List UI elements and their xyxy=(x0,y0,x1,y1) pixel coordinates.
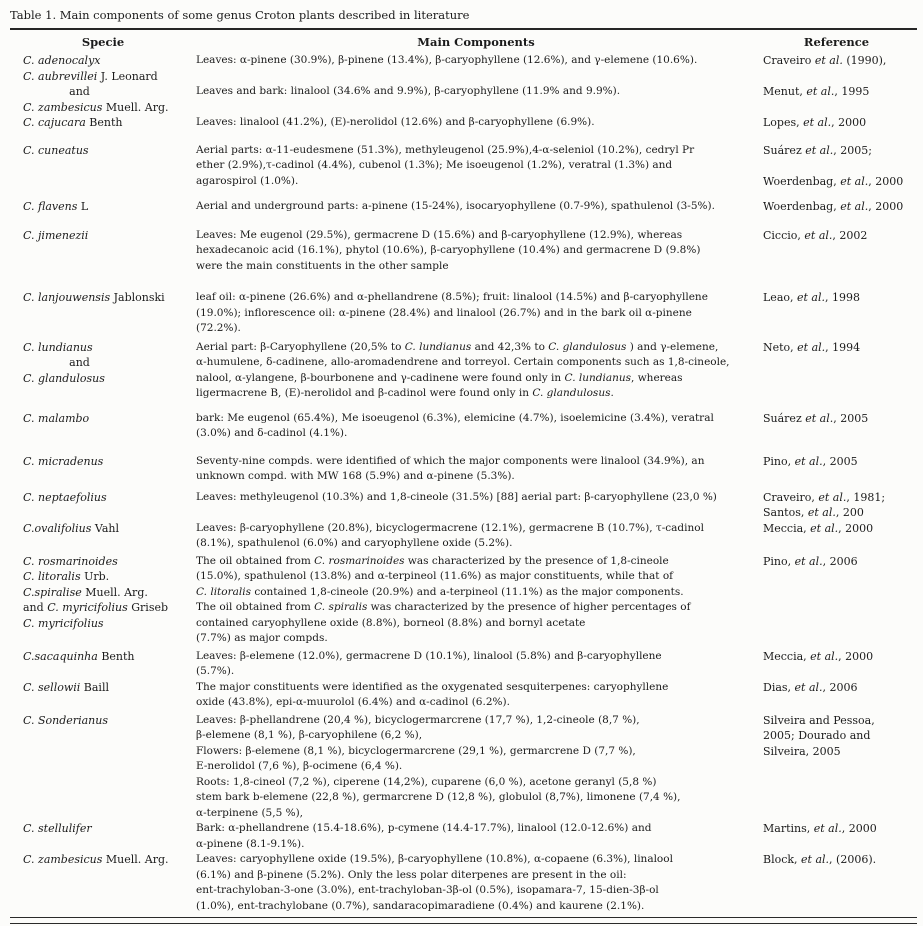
text-line: α-pinene (8.1-9.1%). xyxy=(196,837,305,850)
text-line: Leaves: linalool (41.2%), (E)-nerolidol (12.6%) and β-caryophyllene (6.9%). xyxy=(196,116,595,128)
components-cell xyxy=(196,821,756,852)
specie-cell xyxy=(10,143,196,190)
table-row xyxy=(10,852,917,914)
text-line: Menut, et al., 1995 xyxy=(763,85,870,98)
components-cell xyxy=(196,290,756,337)
table-row xyxy=(10,454,917,485)
reference-cell xyxy=(756,649,917,680)
text-line: Leaves: caryophyllene oxide (19.5%), β-caryophyllene (10.8%), α-copaene (6.3%), linalool xyxy=(196,853,673,865)
specie-cell xyxy=(10,290,196,337)
text-line: Leaves: β-elemene (12.0%), germacrene D (10.1%), linalool (5.8%) and β-caryophyllene xyxy=(196,649,662,662)
text-line: Santos, et al., 200 xyxy=(763,506,864,519)
text-line: Craveiro et al. (1990), xyxy=(763,54,887,67)
reference-cell xyxy=(756,69,917,116)
text-line: Flowers: β-elemene (8,1 %), bicyclogermarcrene (29,1 %), germarcrene D (7,7 %), xyxy=(196,744,636,757)
specie-cell xyxy=(10,199,196,215)
text-line: C. rosmarinoides xyxy=(23,554,118,568)
text-line: E-nerolidol (7,6 %), β-ocimene (6,4 %). xyxy=(196,760,403,772)
text-line: Lopes, et al., 2000 xyxy=(763,116,867,129)
text-line: oxide (43.8%), epi-α-muurolol (6.4%) and α-cadinol (6.2%). xyxy=(196,696,510,708)
text-line: C. glandulosus xyxy=(23,371,105,385)
text-line: Leaves: β-phellandrene (20,4 %), bicyclogermarcrene (17,7 %), 1,2-cineole (8,7 %), xyxy=(196,713,640,726)
bottom-rule xyxy=(10,917,917,924)
text-line: α-terpinene (5,5 %), xyxy=(196,806,304,819)
text-line: nalool, α-ylangene, β-bourbonene and γ-cadinene were found only in C. lundianus, whereas xyxy=(196,371,683,384)
reference-cell xyxy=(756,713,917,822)
text-line: α-humulene, δ-cadinene, allo-aromadendrene and torreyol. Certain components such as 1,8-cineole, xyxy=(196,356,730,368)
components-cell xyxy=(196,69,756,116)
reference-cell xyxy=(756,115,917,131)
text-line: (3.0%) and δ-cadinol (4.1%). xyxy=(196,427,348,439)
components-cell xyxy=(196,454,756,485)
text-line: Pino, et al., 2006 xyxy=(763,554,858,568)
text-line: C. myricifolius xyxy=(23,616,104,630)
specie-cell xyxy=(10,411,196,442)
text-line: C.sacaquinha Benth xyxy=(23,649,135,663)
specie-cell xyxy=(10,340,196,402)
column-header-reference: Reference xyxy=(803,35,870,49)
text-line: C. lundianus xyxy=(23,340,93,354)
text-line: The oil obtained from C. rosmarinoides was characterized by the presence of 1,8-cineole xyxy=(196,554,669,567)
text-line: Silveira and Pessoa, xyxy=(763,713,875,727)
text-line: ether (2.9%),τ-cadinol (4.4%), cubenol (1.3%); Me isoeugenol (1.2%), veratral (1.3%) and xyxy=(196,159,673,171)
specie-cell xyxy=(10,713,196,822)
text-line: C. litoralis Urb. xyxy=(23,570,110,583)
components-cell xyxy=(196,649,756,680)
text-line: Meccia, et al., 2000 xyxy=(763,649,874,663)
text-line: Woerdenbag, et al., 2000 xyxy=(763,200,904,213)
components-cell xyxy=(196,411,756,442)
specie-cell xyxy=(10,228,196,275)
table-row xyxy=(10,680,917,711)
text-line: Leaves and bark: linalool (34.6% and 9.9%), β-caryophyllene (11.9% and 9.9%). xyxy=(196,85,621,97)
table-row xyxy=(10,115,917,131)
components-cell xyxy=(196,115,756,131)
specie-cell xyxy=(10,53,196,69)
text-line: C. malambo xyxy=(23,411,90,425)
components-cell xyxy=(196,680,756,711)
text-line: C. aubrevillei J. Leonard xyxy=(23,69,158,83)
text-line xyxy=(196,69,756,85)
text-line: C. sellowii Baill xyxy=(23,680,109,694)
text-line: were the main constituents in the other sample xyxy=(196,259,449,272)
table-caption: Table 1. Main components of some genus Croton plants described in literature xyxy=(10,8,470,22)
text-line: (7.7%) as major compds. xyxy=(196,632,328,644)
specie-cell xyxy=(10,649,196,680)
text-line: Aerial and underground parts: a-pinene (15-24%), isocaryophyllene (0.7-9%), spathulenol (3-5%). xyxy=(196,200,715,212)
text-line: C. adenocalyx xyxy=(23,54,101,67)
reference-cell xyxy=(756,521,917,552)
table-row xyxy=(10,649,917,680)
components-cell xyxy=(196,199,756,215)
components-cell xyxy=(196,521,756,552)
components-cell xyxy=(196,228,756,275)
reference-cell xyxy=(756,821,917,852)
text-line: leaf oil: α-pinene (26.6%) and α-phellandrene (8.5%); fruit: linalool (14.5%) and β-caryophyllene xyxy=(196,291,708,303)
text-line: (19.0%); inflorescence oil: α-pinene (28.4%) and linalool (26.7%) and in the bark oil α-pinene xyxy=(196,306,692,319)
reference-cell xyxy=(756,340,917,402)
reference-cell xyxy=(756,143,917,190)
text-line: C. zambesicus Muell. Arg. xyxy=(23,100,169,114)
text-line: Suárez et al., 2005 xyxy=(763,411,869,425)
text-line: C. Sonderianus xyxy=(23,713,108,727)
text-line: contained caryophyllene oxide (8.8%), borneol (8.8%) and bornyl acetate xyxy=(196,616,586,629)
text-line: C. lanjouwensis Jablonski xyxy=(23,291,165,304)
text-line xyxy=(763,158,917,174)
text-line: C. cuneatus xyxy=(23,143,89,157)
table-row xyxy=(10,340,917,402)
text-line: C.spiralise Muell. Arg. xyxy=(23,585,148,599)
text-line: The oil obtained from C. spiralis was characterized by the presence of higher percentages of xyxy=(196,601,691,613)
table-row xyxy=(10,290,917,337)
text-line: (6.1%) and β-pinene (5.2%). Only the less polar diterpenes are present in the oil: xyxy=(196,868,627,881)
components-cell xyxy=(196,852,756,914)
text-line: Ciccio, et al., 2002 xyxy=(763,228,868,242)
specie-cell xyxy=(10,521,196,552)
text-line: Aerial parts: α-11-eudesmene (51.3%), methyleugenol (25.9%),4-α-seleniol (10.2%), cedryl Pr xyxy=(196,143,695,156)
table-row xyxy=(10,53,917,69)
table-row xyxy=(10,199,917,215)
reference-cell xyxy=(756,411,917,442)
text-line: agarospirol (1.0%). xyxy=(196,174,299,187)
table-row xyxy=(10,411,917,442)
table-row xyxy=(10,69,917,116)
text-line: The major constituents were identified as the oxygenated sesquiterpenes: caryophyllene xyxy=(196,680,669,693)
text-line: Meccia, et al., 2000 xyxy=(763,521,874,535)
text-line: Suárez et al., 2005; xyxy=(763,143,872,157)
text-line: Aerial part: β-Caryophyllene (20,5% to C. lundianus and 42,3% to C. glandulosus ) and γ-elemene, xyxy=(196,340,719,353)
text-line: C. flavens L xyxy=(23,200,89,213)
text-line: and xyxy=(69,356,90,369)
text-line: C. cajucara Benth xyxy=(23,116,123,129)
text-line: Leaves: β-caryophyllene (20.8%), bicyclogermacrene (12.1%), germacrene B (10.7%), τ-cadinol xyxy=(196,521,704,534)
specie-cell xyxy=(10,821,196,852)
table-row xyxy=(10,490,917,521)
specie-cell xyxy=(10,852,196,914)
reference-cell xyxy=(756,290,917,337)
components-cell xyxy=(196,53,756,69)
text-line: Woerdenbag, et al., 2000 xyxy=(763,174,904,188)
text-line: Leaves: α-pinene (30.9%), β-pinene (13.4%), β-caryophyllene (12.6%), and γ-elemene (10.6%). xyxy=(196,54,698,66)
text-line: Leaves: methyleugenol (10.3%) and 1,8-cineole (31.5%) [88] aerial part: β-caryophyllene (23,0 %) xyxy=(196,490,717,503)
text-line: C. neptaefolius xyxy=(23,490,107,504)
text-line: Neto, et al., 1994 xyxy=(763,340,861,354)
reference-cell xyxy=(756,852,917,914)
text-line xyxy=(763,69,917,85)
text-line: and C. myricifolius Griseb xyxy=(23,601,169,614)
specie-cell xyxy=(10,554,196,647)
reference-cell xyxy=(756,554,917,647)
text-line: (1.0%), ent-trachylobane (0.7%), sandaracopimaradiene (0.4%) and kaurene (2.1%). xyxy=(196,899,645,912)
table-row xyxy=(10,228,917,275)
text-line: Block, et al., (2006). xyxy=(763,853,877,866)
reference-cell xyxy=(756,228,917,275)
text-line: Dias, et al., 2006 xyxy=(763,680,858,694)
text-line: Silveira, 2005 xyxy=(763,744,841,758)
text-line: bark: Me eugenol (65.4%), Me isoeugenol (6.3%), elemicine (4.7%), isoelemicine (3.4%), veratral xyxy=(196,411,714,424)
text-line: ligermacrene B, (E)-nerolidol and β-cadinol were found only in C. glandulosus. xyxy=(196,387,614,399)
reference-cell xyxy=(756,454,917,485)
text-line: Bark: α-phellandrene (15.4-18.6%), p-cymene (14.4-17.7%), linalool (12.0-12.6%) and xyxy=(196,822,652,834)
text-line: 2005; Dourado and xyxy=(763,729,871,742)
text-line: C. stellulifer xyxy=(23,822,92,835)
table-row xyxy=(10,521,917,552)
text-line: Leao, et al., 1998 xyxy=(763,291,860,304)
reference-cell xyxy=(756,53,917,69)
components-cell xyxy=(196,554,756,647)
text-line: (5.7%). xyxy=(196,665,235,677)
text-line: C. micradenus xyxy=(23,454,104,468)
text-line: (8.1%), spathulenol (6.0%) and caryophyllene oxide (5.2%). xyxy=(196,537,513,549)
components-cell xyxy=(196,143,756,190)
text-line: C.ovalifolius Vahl xyxy=(23,521,120,535)
components-cell xyxy=(196,713,756,822)
text-line: Leaves: Me eugenol (29.5%), germacrene D (15.6%) and β-caryophyllene (12.9%), whereas xyxy=(196,228,683,241)
text-line: Seventy-nine compds. were identified of which the major components were linalool (34.9%), an xyxy=(196,454,705,467)
specie-cell xyxy=(10,680,196,711)
text-line: and xyxy=(69,85,90,98)
top-rule xyxy=(10,28,917,30)
text-line: Martins, et al., 2000 xyxy=(763,822,877,835)
table-row xyxy=(10,821,917,852)
reference-cell xyxy=(756,680,917,711)
text-line: ent-trachyloban-3-one (3.0%), ent-trachyloban-3β-ol (0.5%), isopamara-7, 15-dien-3β-ol xyxy=(196,884,659,896)
reference-cell xyxy=(756,490,917,521)
column-header-main-components: Main Components xyxy=(417,35,535,49)
text-line: C. litoralis contained 1,8-cineole (20.9%) and a-terpineol (11.1%) as the major components. xyxy=(196,585,684,598)
table-row xyxy=(10,713,917,822)
specie-cell xyxy=(10,490,196,521)
text-line: β-elemene (8,1 %), β-caryophilene (6,2 %), xyxy=(196,729,423,741)
text-line: unknown compd. with MW 168 (5.9%) and α-pinene (5.3%). xyxy=(196,470,515,482)
column-header-specie: Specie xyxy=(81,35,125,49)
text-line: (15.0%), spathulenol (13.8%) and α-terpineol (11.6%) as major constituents, while that of xyxy=(196,570,674,582)
text-line: (72.2%). xyxy=(196,322,241,334)
table-row xyxy=(10,554,917,647)
reference-cell xyxy=(756,199,917,215)
components-cell xyxy=(196,490,756,521)
text-line: Pino, et al., 2005 xyxy=(763,454,858,468)
text-line: C. jimenezii xyxy=(23,228,89,242)
table-header-row xyxy=(10,35,917,50)
specie-cell xyxy=(10,69,196,116)
table-row xyxy=(10,143,917,190)
text-line: C. zambesicus Muell. Arg. xyxy=(23,853,169,866)
text-line: hexadecanoic acid (16.1%), phytol (10.6%), β-caryophyllene (10.4%) and germacrene D (9.8%) xyxy=(196,244,701,256)
specie-cell xyxy=(10,115,196,131)
specie-cell xyxy=(10,454,196,485)
text-line: Craveiro, et al., 1981; xyxy=(763,490,886,504)
text-line: stem bark b-elemene (22,8 %), germarcrene D (12,8 %), globulol (8,7%), limonene (7,4 %), xyxy=(196,791,681,803)
table-body xyxy=(10,53,917,914)
components-cell xyxy=(196,340,756,402)
text-line: Roots: 1,8-cineol (7,2 %), ciperene (14,2%), cuparene (6,0 %), acetone geranyl (5,8 %) xyxy=(196,775,657,788)
